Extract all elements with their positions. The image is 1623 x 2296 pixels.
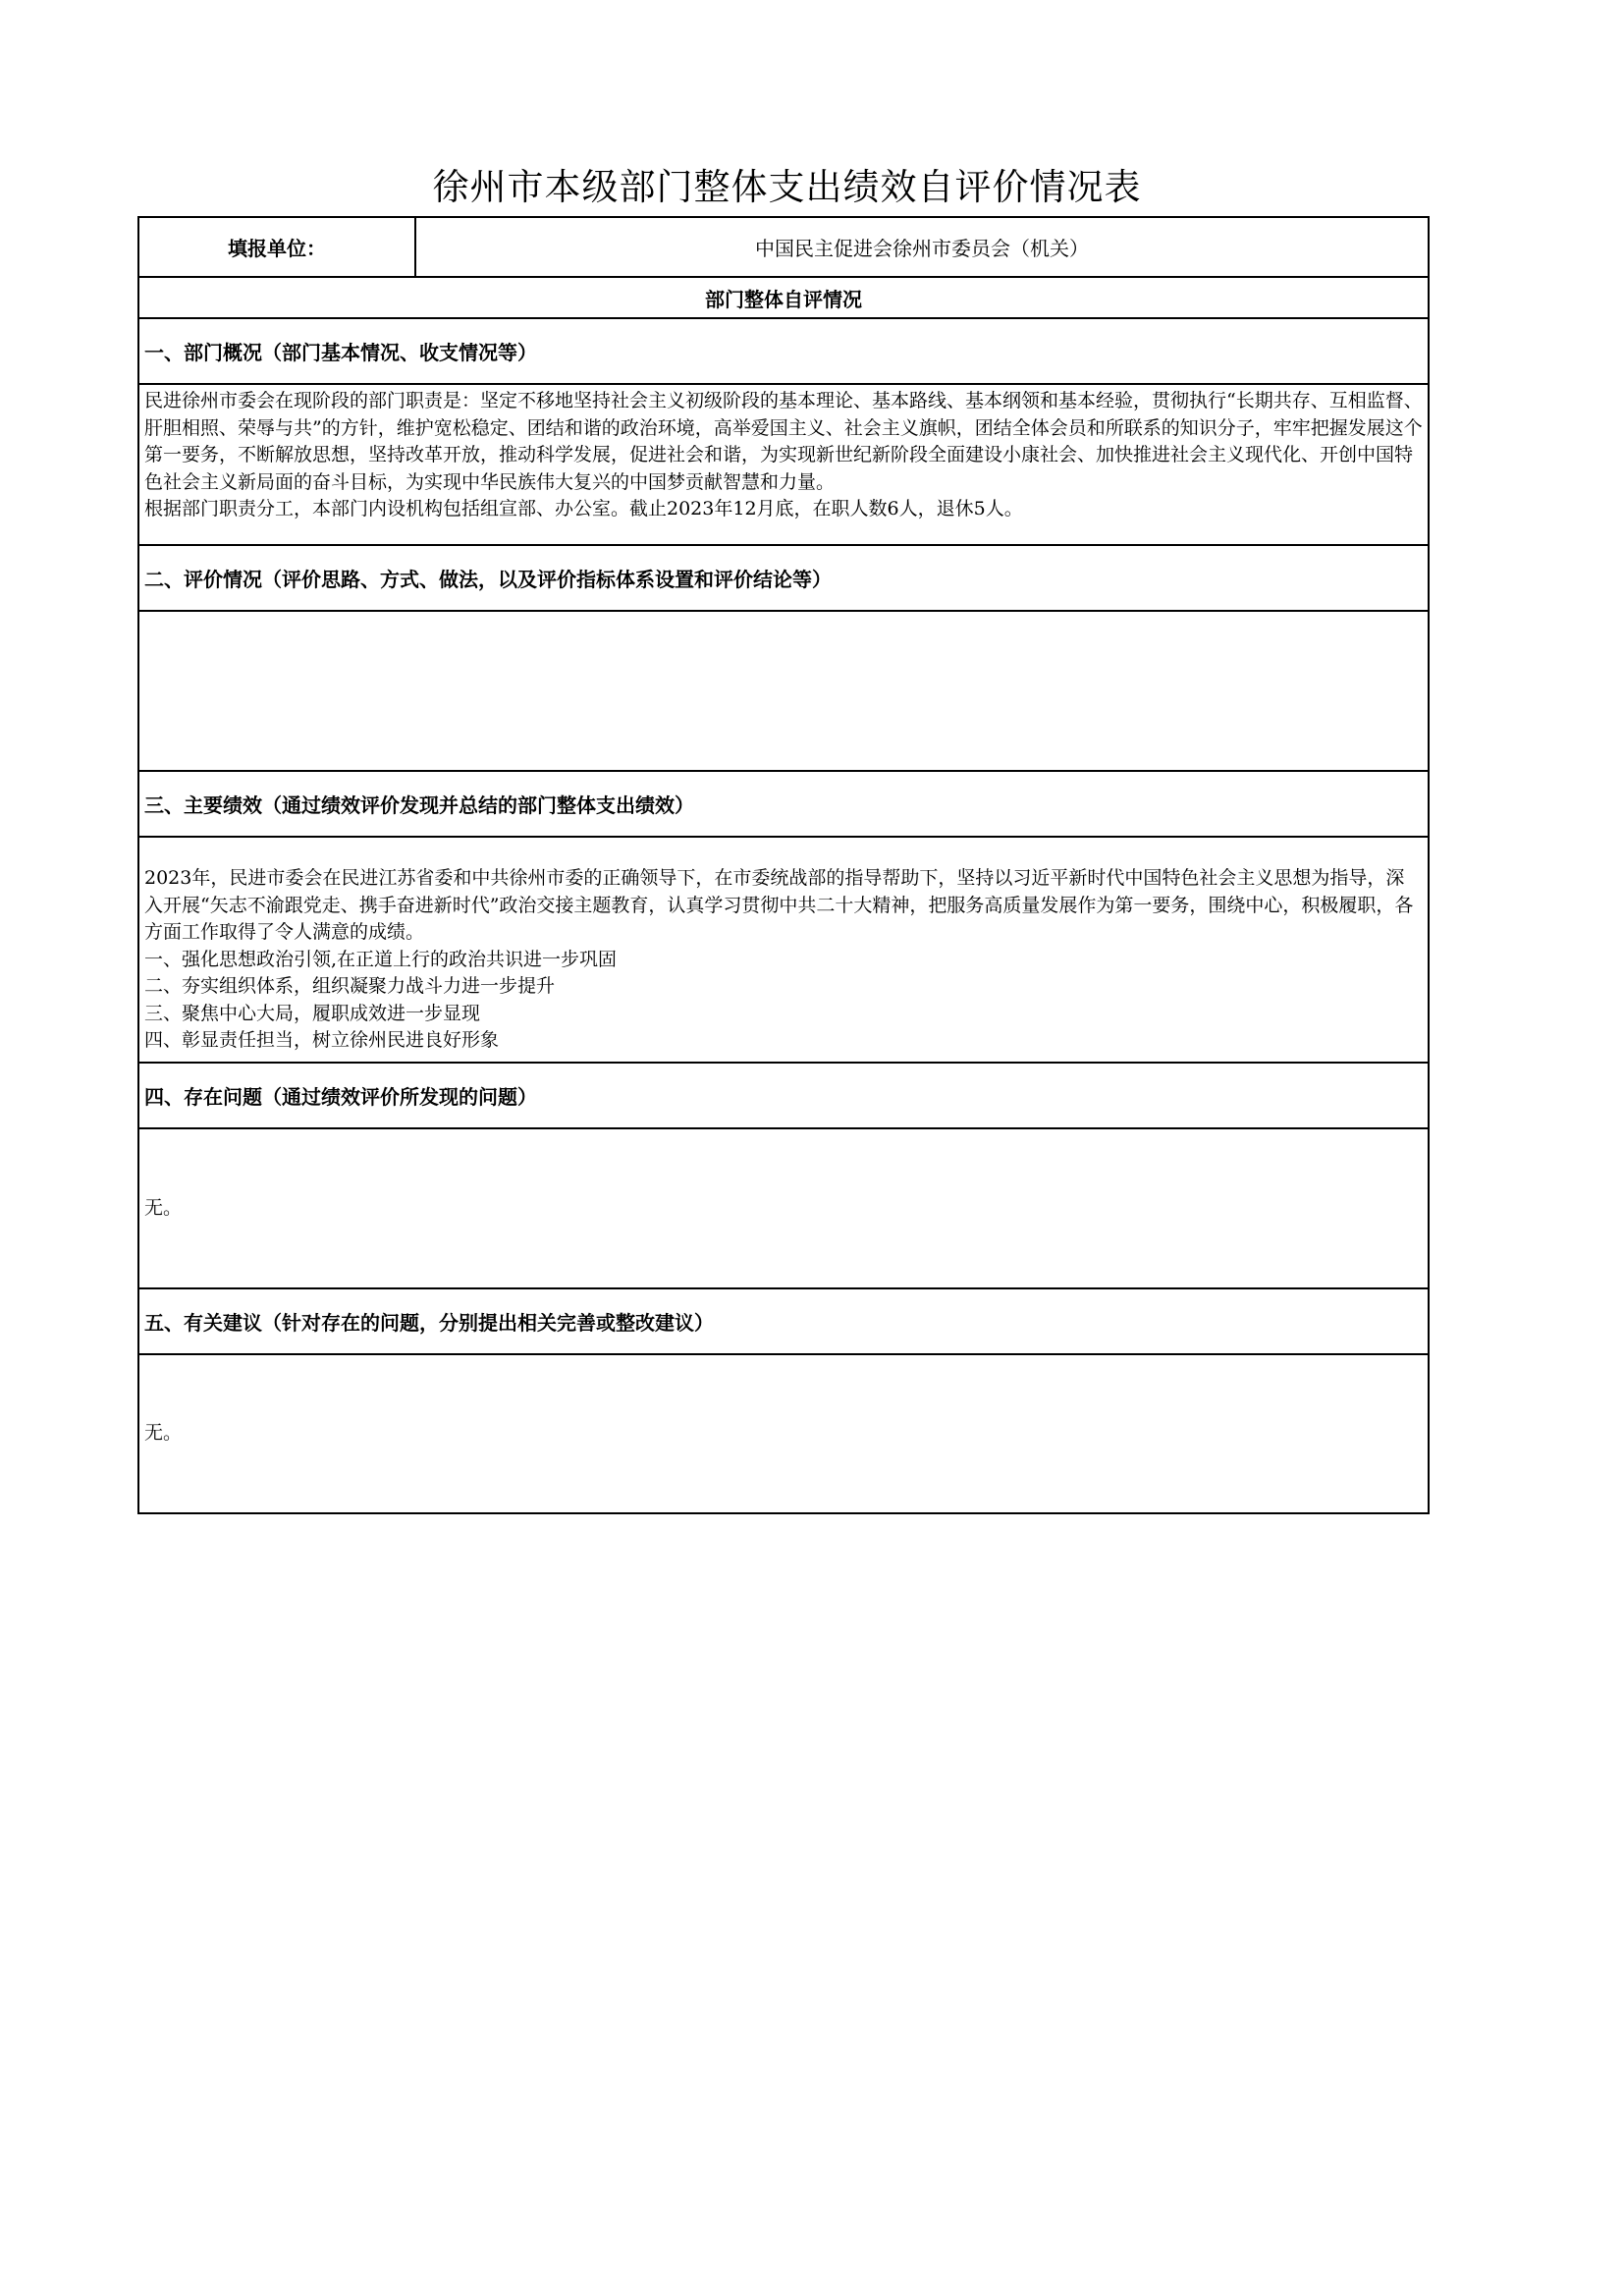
section-problems-content	[139, 1127, 1428, 1287]
evaluation-table	[137, 216, 1430, 1514]
performance-paragraph: 2023年，民进市委会在民进江苏省委和中共徐州市委的正确领导下，在市委统战部的指导帮助下，坚持以习近平新时代中国特色社会主义思想为指导，深入开展“矢志不渝跟党走、携手奋进新时代”政治交接主题教育，认真学习贯彻中共二十大精神，把服务高质量发展作为第一要务，围绕中心，积极履职，各方面工作取得了令人满意的成绩。	[144, 867, 1414, 943]
section-suggestions-heading: 五、有关建议（针对存在的问题，分别提出相关完善或整改建议）	[139, 1287, 1428, 1353]
reporting-unit-value: 中国民主促进会徐州市委员会（机关）	[755, 237, 1089, 260]
overview-paragraph: 根据部门职责分工，本部门内设机构包括组宣部、办公室。截止2023年12月底，在职人数6人，退休5人。	[144, 498, 1023, 519]
performance-item: 一、强化思想政治引领,在正道上行的政治共识进一步巩固	[144, 948, 618, 970]
reporting-unit-label: 填报单位：	[139, 218, 416, 276]
section-problems-heading: 四、存在问题（通过绩效评价所发现的问题）	[139, 1062, 1428, 1127]
suggestions-text: 无。	[144, 1422, 183, 1445]
reporting-unit-row	[139, 218, 1428, 276]
performance-item: 四、彰显责任担当，树立徐州民进良好形象	[144, 1029, 500, 1051]
performance-item: 三、聚焦中心大局，履职成效进一步显现	[144, 1002, 481, 1024]
section-evaluation-content	[139, 610, 1428, 770]
section-performance-content	[139, 836, 1428, 1062]
section-suggestions-content	[139, 1353, 1428, 1512]
section-evaluation-heading: 二、评价情况（评价思路、方式、做法，以及评价指标体系设置和评价结论等）	[139, 544, 1428, 610]
self-evaluation-title: 部门整体自评情况	[139, 276, 1428, 317]
page-title: 徐州市本级部门整体支出绩效自评价情况表	[432, 166, 1142, 208]
section-overview-content	[139, 383, 1428, 544]
problems-text: 无。	[144, 1196, 183, 1219]
section-performance-heading: 三、主要绩效（通过绩效评价发现并总结的部门整体支出绩效）	[139, 770, 1428, 836]
overview-paragraph: 民进徐州市委会在现阶段的部门职责是：坚定不移地坚持社会主义初级阶段的基本理论、基本路线、基本纲领和基本经验，贯彻执行“长期共存、互相监督、肝胆相照、荣辱与共”的方针，维护宽松稳定、团结和谐的政治环境，高举爱国主义、社会主义旗帜，团结全体会员和所联系的知识分子，牢牢把握发展这个第一要务，不断解放思想，坚持改革开放，推动科学发展，促进社会和谐，为实现新世纪新阶段全面建设小康社会、加快推进社会主义现代化、开创中国特色社会主义新局面的奋斗目标，为实现中华民族伟大复兴的中国梦贡献智慧和力量。	[144, 390, 1423, 493]
section-overview-heading: 一、部门概况（部门基本情况、收支情况等）	[139, 317, 1428, 383]
performance-item: 二、夯实组织体系，组织凝聚力战斗力进一步提升	[144, 975, 556, 997]
